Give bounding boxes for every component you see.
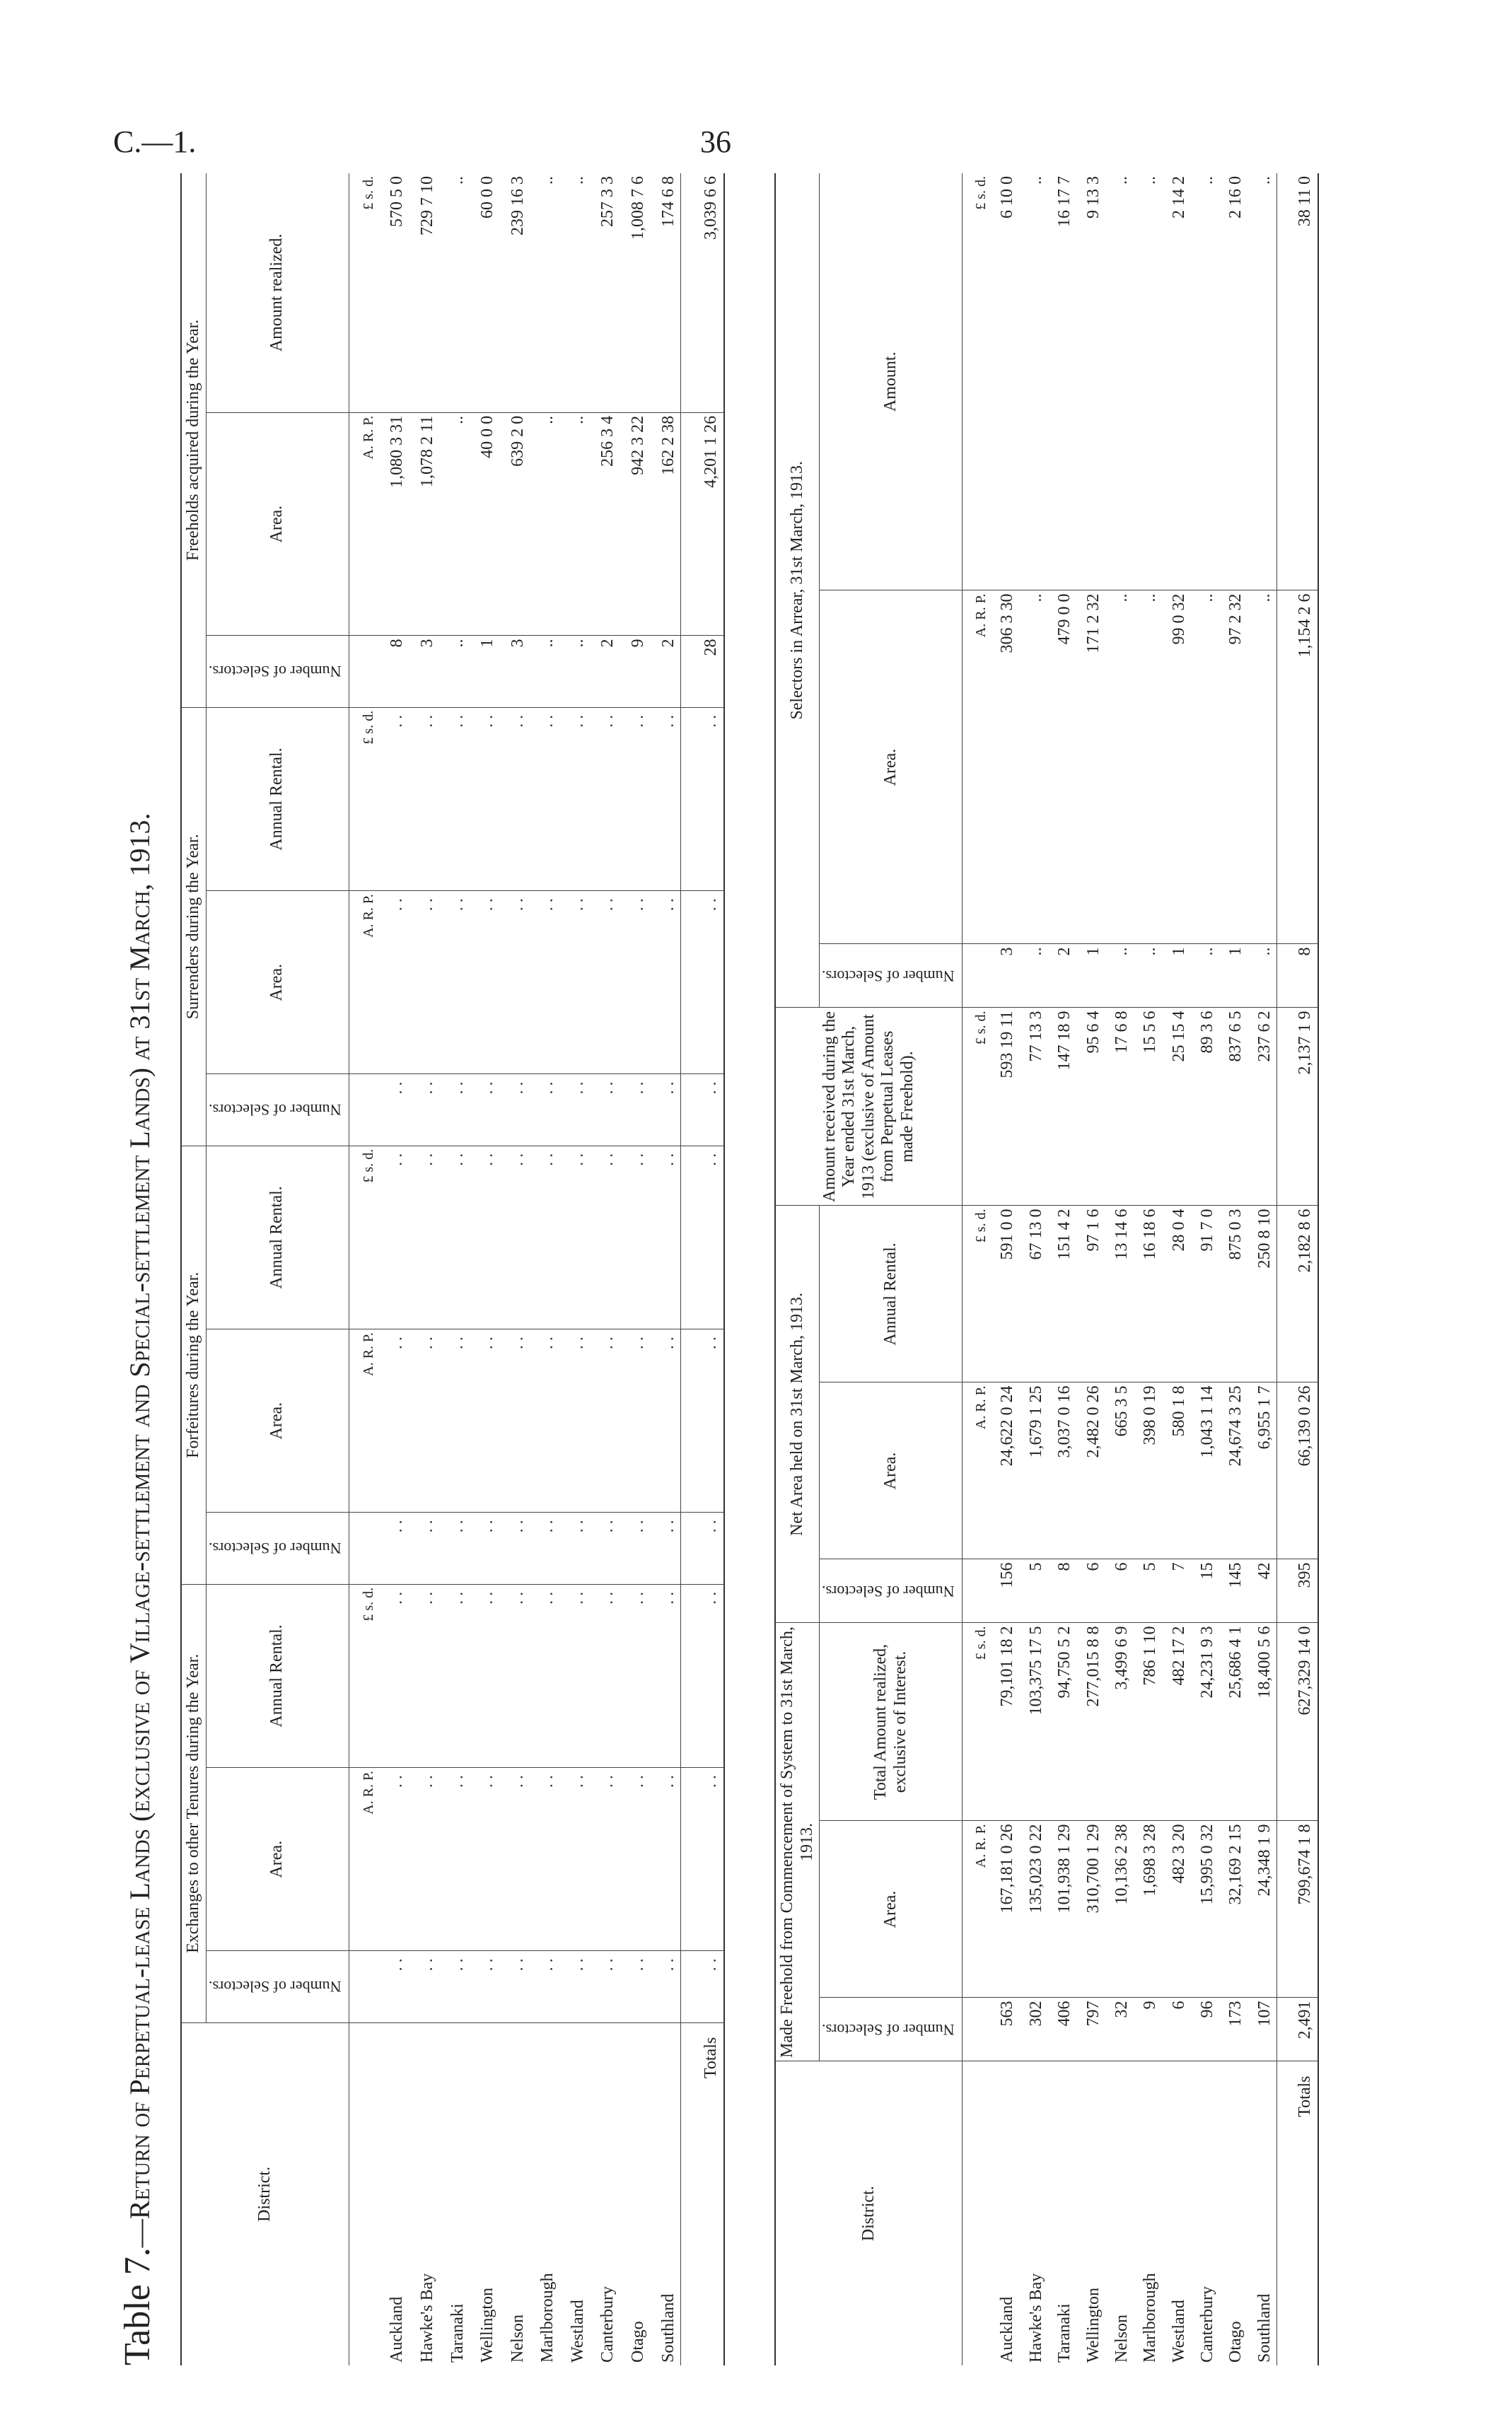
cell: 24,674 3 25 [1220,1382,1248,1559]
table-row: Nelson .. .. .. .. .. .. .. .. .. 3 639 2 0 239 16 3 [500,173,530,2365]
cell: 147 18 9 [1048,1008,1076,1206]
cell: 6 [1105,1559,1134,1623]
cell: .. [560,173,591,412]
header-surrenders: Surrenders during the Year. [181,707,206,1146]
cell: 398 0 19 [1134,1382,1163,1559]
header-num-selectors: Number of Selectors. [820,1998,963,2061]
header-area: Area. [206,1768,349,1951]
units-row [963,173,991,2365]
header-area: Area. [206,1329,349,1513]
table-row [1220,173,1248,2365]
table-upper [180,173,725,2365]
table-row [1191,173,1219,2365]
unit-arp: A. R. P. [963,1382,991,1559]
cell: 15 5 6 [1134,1008,1163,1206]
cell: 171 2 32 [1077,590,1105,944]
cell: 3,039 6 6 [681,173,724,412]
table-row: Auckland .. .. .. .. .. .. .. .. .. 8 1,080 3 31 570 5 0 [379,173,409,2365]
cell: 42 [1248,1559,1277,1623]
totals-row [1277,173,1318,2365]
header-num-selectors: Number of Selectors. [820,944,963,1008]
cell: .. [1248,944,1277,1008]
cell: .. [560,412,591,636]
table-row: Marlborough .. .. .. .. .. .. .. .. .. .. .. .. [530,173,560,2365]
table-row: Otago .. .. .. .. .. .. .. .. .. 9 942 3 22 1,008 7 6 [620,173,651,2365]
cell: 627,329 14 0 [1277,1623,1318,1821]
cell: 28 0 4 [1163,1206,1191,1382]
header-num-selectors: Number of Selectors. [206,1513,349,1584]
district-name: Westland [568,2300,587,2363]
cell: 167,181 0 26 [991,1821,1020,1998]
cell: .. [1191,944,1219,1008]
rotated-table-area [117,173,1460,2365]
district-name: Auckland [388,2296,407,2363]
cell: .. [530,412,560,636]
cell: 5 [1020,1559,1048,1623]
table-row: Wellington .. .. .. .. .. .. .. .. .. 1 40 0 0 60 0 0 [470,173,500,2365]
cell: 3 [500,636,530,707]
cell: 95 6 4 [1077,1008,1105,1206]
cell: 6 [1077,1559,1105,1623]
cell: .. [1248,590,1277,944]
header-annual-rental: Annual Rental. [820,1206,963,1382]
unit-lsd: £ s. d. [963,1008,991,1206]
table-number: Table 7. [117,2247,158,2365]
cell: 97 2 32 [1220,590,1248,944]
table-row: Westland .. .. .. .. .. .. .. .. .. .. .. .. [560,173,591,2365]
cell: 563 [991,1998,1020,2061]
cell: 145 [1220,1559,1248,1623]
cell: 570 5 0 [379,173,409,412]
cell: 593 19 11 [991,1008,1020,1206]
header-amount: Amount. [820,173,963,590]
totals-label: Totals [681,2022,724,2365]
cell: .. [1191,173,1219,590]
cell: 1,043 1 14 [1191,1382,1219,1559]
cell: 156 [991,1559,1020,1623]
header-area: Area. [820,590,963,944]
header-exchanges: Exchanges to other Tenures during the Year. [181,1584,206,2022]
header-num-selectors: Number of Selectors. [206,636,349,707]
cell: 479 0 0 [1048,590,1076,944]
table-title: —Return of Perpetual-lease Lands (exclusive of Village-settlement and Special-settlement Lands) at 31st March, 1913. [124,813,156,2248]
cell: .. [440,412,470,636]
table-row [1163,173,1191,2365]
table-row: Canterbury .. .. .. .. .. .. .. .. .. 2 256 3 4 257 3 3 [590,173,620,2365]
cell: .. [1134,590,1163,944]
table-row [1105,173,1134,2365]
header-amount-received: Amount received during the Year ended 31st March, 1913 (exclusive of Amount from Perpetual Leases made Freehold). [775,1008,963,1206]
header-made-freehold: Made Freehold from Commencement of System to 31st March, 1913. [775,1623,820,2061]
cell: 40 0 0 [470,412,500,636]
district-name: Otago [628,2321,647,2363]
cell: 2 16 0 [1220,173,1248,590]
cell: 91 7 0 [1191,1206,1219,1382]
cell: 4,201 1 26 [681,412,724,636]
cell: 38 11 0 [1277,173,1318,590]
cell: 16 17 7 [1048,173,1076,590]
unit-arp: A. R. P. [349,1329,379,1513]
cell: .. [1020,944,1048,1008]
cell: 28 [681,636,724,707]
cell: 24,348 1 9 [1248,1821,1277,1998]
cell: 89 3 6 [1191,1008,1219,1206]
unit-arp: A. R. P. [349,891,379,1074]
cell: .. [1134,944,1163,1008]
cell: 591 0 0 [991,1206,1020,1382]
cell: 580 1 8 [1163,1382,1191,1559]
table-row [1077,173,1105,2365]
cell: 875 0 3 [1220,1206,1248,1382]
district-name: Taranaki [448,2303,467,2363]
table-row: Southland .. .. .. .. .. .. .. .. .. 2 162 2 38 174 6 8 [651,173,681,2365]
doc-code: C.—1. [113,124,197,159]
district-name: Marlborough [1141,2273,1160,2363]
cell: 6,955 1 7 [1248,1382,1277,1559]
cell: 9 [1134,1998,1163,2061]
cell: 2,482 0 26 [1077,1382,1105,1559]
totals-label: Totals [1277,2061,1318,2365]
cell: 67 13 0 [1020,1206,1048,1382]
cell: 1 [1220,944,1248,1008]
header-amount-realized: Amount realized. [206,173,349,412]
cell: 1 [1077,944,1105,1008]
unit-lsd: £ s. d. [963,1206,991,1382]
cell: 2 [651,636,681,707]
cell: 2 14 2 [1163,173,1191,590]
unit-arp: A. R. P. [349,1768,379,1951]
header-forfeitures: Forfeitures during the Year. [181,1146,206,1584]
cell: 3,037 0 16 [1048,1382,1076,1559]
cell: .. [1105,590,1134,944]
cell: 1,698 3 28 [1134,1821,1163,1998]
cell: 77 13 3 [1020,1008,1048,1206]
cell: 482 17 2 [1163,1623,1191,1821]
cell: 151 4 2 [1048,1206,1076,1382]
cell: 2,137 1 9 [1277,1008,1318,1206]
cell: 7 [1163,1559,1191,1623]
cell: 32 [1105,1998,1134,2061]
cell: 942 3 22 [620,412,651,636]
cell: 3 [409,636,440,707]
cell: 8 [1048,1559,1076,1623]
cell: 2,491 [1277,1998,1318,2061]
unit-arp: A. R. P. [349,412,379,636]
unit-arp: A. R. P. [963,1821,991,1998]
cell: .. [1020,590,1048,944]
cell: 395 [1277,1559,1318,1623]
header-area: Area. [820,1382,963,1559]
header-annual-rental: Annual Rental. [206,1584,349,1767]
cell: 16 18 6 [1134,1206,1163,1382]
cell: .. [1105,173,1134,590]
cell: 5 [1134,1559,1163,1623]
district-name: Hawke's Bay [417,2273,436,2363]
cell: 8 [379,636,409,707]
cell: 1,154 2 6 [1277,590,1318,944]
header-arrear: Selectors in Arrear, 31st March, 1913. [775,173,820,1008]
cell: .. [1248,173,1277,590]
cell: .. [440,173,470,412]
cell: 135,023 0 22 [1020,1821,1048,1998]
table-caption [117,173,180,2365]
units-row [349,173,379,2365]
unit-lsd: £ s. d. [963,1623,991,1821]
cell: .. [530,636,560,707]
table-row [1248,173,1277,2365]
cell: 1,080 3 31 [379,412,409,636]
cell: .. [1191,590,1219,944]
table-lower [774,173,1319,2365]
district-name: Canterbury [598,2286,617,2363]
cell: 1,008 7 6 [620,173,651,412]
cell: 60 0 0 [470,173,500,412]
cell: 18,400 5 6 [1248,1623,1277,1821]
table-row [1048,173,1076,2365]
cell: .. [1105,944,1134,1008]
table-row [1134,173,1163,2365]
header-area: Area. [820,1821,963,1998]
cell: 15 [1191,1559,1219,1623]
cell: 15,995 0 32 [1191,1821,1219,1998]
cell: 97 1 6 [1077,1206,1105,1382]
cell: .. [1020,173,1048,590]
cell: 2 [590,636,620,707]
cell: 10,136 2 38 [1105,1821,1134,1998]
cell: 24,622 0 24 [991,1382,1020,1559]
cell: 66,139 0 26 [1277,1382,1318,1559]
district-name: Auckland [998,2296,1017,2363]
cell: 107 [1248,1998,1277,2061]
cell: 13 14 6 [1105,1206,1134,1382]
page-number: 36 [700,124,731,159]
cell: 482 3 20 [1163,1821,1191,1998]
table-row: Hawke's Bay .. .. .. .. .. .. .. .. .. 3 1,078 2 11 729 7 10 [409,173,440,2365]
cell: 1 [470,636,500,707]
cell: 1 [1163,944,1191,1008]
unit-lsd: £ s. d. [349,1146,379,1329]
header-district: District. [775,2061,963,2365]
table-row [1020,173,1048,2365]
cell: 162 2 38 [651,412,681,636]
district-name: Taranaki [1055,2303,1074,2363]
header-area: Area. [206,891,349,1074]
district-name: Wellington [1083,2287,1103,2363]
cell: 306 3 30 [991,590,1020,944]
cell: 406 [1048,1998,1076,2061]
district-name: Westland [1169,2300,1188,2363]
unit-lsd: £ s. d. [349,707,379,890]
cell: 3,499 6 9 [1105,1623,1134,1821]
cell: 24,231 9 3 [1191,1623,1219,1821]
header-num-selectors: Number of Selectors. [820,1559,963,1623]
cell: 239 16 3 [500,173,530,412]
cell: 639 2 0 [500,412,530,636]
cell: 173 [1220,1998,1248,2061]
cell: .. [1134,173,1163,590]
cell: 837 6 5 [1220,1008,1248,1206]
cell: 250 8 10 [1248,1206,1277,1382]
cell: 96 [1191,1998,1219,2061]
cell: 799,674 1 8 [1277,1821,1318,1998]
cell: 1,078 2 11 [409,412,440,636]
header-district: District. [181,2022,349,2365]
cell: 256 3 4 [590,412,620,636]
district-name: Marlborough [538,2273,557,2363]
cell: 237 6 2 [1248,1008,1277,1206]
cell: 103,375 17 5 [1020,1623,1048,1821]
cell: 25,686 4 1 [1220,1623,1248,1821]
header-total-amount: Total Amount realized, exclusive of Interest. [820,1623,963,1821]
cell: 17 6 8 [1105,1008,1134,1206]
cell: 2 [1048,944,1076,1008]
cell: 665 3 5 [1105,1382,1134,1559]
cell: 786 1 10 [1134,1623,1163,1821]
unit-lsd: £ s. d. [349,173,379,412]
cell: 277,015 8 8 [1077,1623,1105,1821]
cell: 729 7 10 [409,173,440,412]
district-name: Nelson [508,2315,527,2363]
cell: 302 [1020,1998,1048,2061]
district-name: Otago [1226,2321,1245,2363]
cell: 6 [1163,1998,1191,2061]
unit-arp: A. R. P. [963,590,991,944]
cell: 8 [1277,944,1318,1008]
header-net-area: Net Area held on 31st March, 1913. [775,1206,820,1623]
district-name: Southland [1255,2293,1274,2363]
cell: 174 6 8 [651,173,681,412]
cell: 6 10 0 [991,173,1020,590]
cell: 797 [1077,1998,1105,2061]
header-freeholds: Freeholds acquired during the Year. [181,173,206,707]
cell: 257 3 3 [590,173,620,412]
cell: .. [560,636,591,707]
cell: 101,938 1 29 [1048,1821,1076,1998]
header-annual-rental: Annual Rental. [206,707,349,890]
cell: 1,679 1 25 [1020,1382,1048,1559]
header-num-selectors: Number of Selectors. [206,1951,349,2022]
unit-lsd: £ s. d. [963,173,991,590]
header-num-selectors: Number of Selectors. [206,1074,349,1146]
unit-lsd: £ s. d. [349,1584,379,1767]
totals-row: Totals .. .. .. .. .. .. .. .. .. 28 4,201 1 26 3,039 6 6 [681,173,724,2365]
table-row [991,173,1020,2365]
cell: 25 15 4 [1163,1008,1191,1206]
cell: .. [440,636,470,707]
cell: 99 0 32 [1163,590,1191,944]
cell: .. [530,173,560,412]
cell: 9 13 3 [1077,173,1105,590]
district-name: Nelson [1112,2315,1131,2363]
cell: 2,182 8 6 [1277,1206,1318,1382]
cell: 79,101 18 2 [991,1623,1020,1821]
district-name: Wellington [478,2287,497,2363]
district-name: Hawke's Bay [1026,2273,1045,2363]
header-area: Area. [206,412,349,636]
cell: 9 [620,636,651,707]
cell: 94,750 5 2 [1048,1623,1076,1821]
district-name: Canterbury [1198,2286,1216,2363]
table-row: Taranaki .. .. .. .. .. .. .. .. .. .. .. .. [440,173,470,2365]
cell: 32,169 2 15 [1220,1821,1248,1998]
cell: 3 [991,944,1020,1008]
cell: 310,700 1 29 [1077,1821,1105,1998]
district-name: Southland [658,2293,678,2363]
header-annual-rental: Annual Rental. [206,1146,349,1329]
